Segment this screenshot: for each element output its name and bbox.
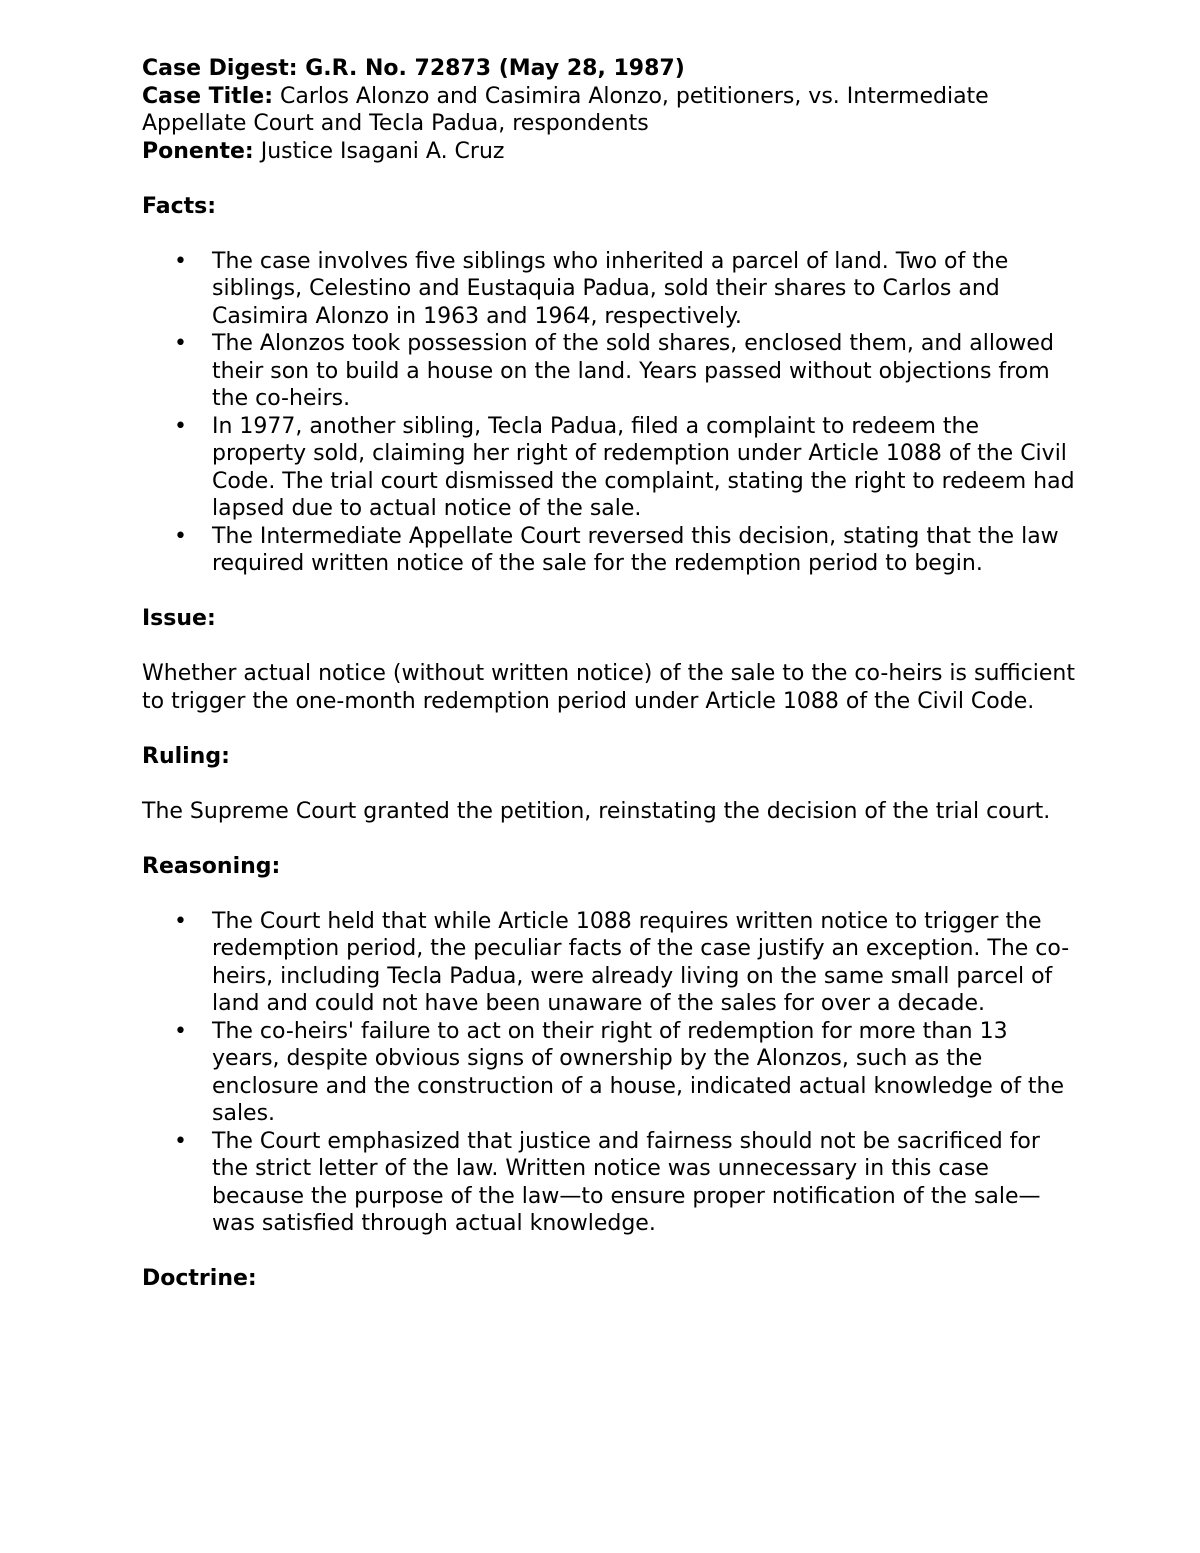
doctrine-heading: Doctrine: <box>142 1266 257 1291</box>
ponente-line <box>142 138 1077 166</box>
ruling-heading: Ruling: <box>142 743 230 769</box>
facts-item-text: In 1977, another sibling, Tecla Padua, filed a complaint to redeem the property sold, claiming her right of redemption under Article 1088 of the Civil Code. The trial court dismissed the complaint, stating the right to redeem had lapsed due to actual notice of the sale. <box>212 413 1075 521</box>
bullet-icon: • <box>174 248 187 274</box>
spacer <box>142 880 1077 908</box>
ruling-text: The Supreme Court granted the petition, reinstating the decision of the trial court. <box>142 798 1051 824</box>
reasoning-item-text: The co-heirs' failure to act on their right of redemption for more than 13 years, despite obvious signs of ownership by the Alonzos, such as the enclosure and the construction of a house, indicated actual knowledge of the sales. <box>212 1018 1065 1126</box>
bullet-icon: • <box>174 413 187 439</box>
facts-item-text: The Alonzos took possession of the sold shares, enclosed them, and allowed their son to build a house on the land. Years passed without objections from the co-heirs. <box>212 331 1054 411</box>
spacer <box>142 165 1077 193</box>
reasoning-item-text: The Court held that while Article 1088 requires written notice to trigger the redemption period, the peculiar facts of the case justify an exception. The co-heirs, including Tecla Padua, were already living on the same small parcel of land and could not have been unaware of the sales for over a decade. <box>212 908 1070 1016</box>
list-item <box>142 523 1077 578</box>
list-item <box>142 413 1077 523</box>
facts-item-text: The Intermediate Appellate Court reversed this decision, stating that the law required written notice of the sale for the redemption period to begin. <box>212 523 1059 576</box>
spacer <box>142 578 1077 606</box>
ponente-value: Justice Isagani A. Cruz <box>260 138 505 164</box>
bullet-icon: • <box>174 523 187 549</box>
spacer <box>142 1238 1077 1266</box>
case-digest-line: Case Digest: G.R. No. 72873 (May 28, 1987) <box>142 56 685 81</box>
case-title-label: Case Title: <box>142 83 273 109</box>
list-item <box>142 908 1077 1018</box>
bullet-icon: • <box>174 1128 187 1154</box>
issue-heading: Issue: <box>142 606 216 631</box>
facts-item-text: The case involves five siblings who inherited a parcel of land. Two of the siblings, Celestino and Eustaquia Padua, sold their shares to Carlos and Casimira Alonzo in 1963 and 1964, respectively. <box>212 248 1009 329</box>
list-item <box>142 1018 1077 1128</box>
list-item <box>142 1128 1077 1238</box>
spacer <box>142 633 1077 661</box>
spacer <box>142 825 1077 853</box>
issue-text: Whether actual notice (without written notice) of the sale to the co-heirs is sufficient to trigger the one-month redemption period under Article 1088 of the Civil Code. <box>142 661 1075 714</box>
document-page <box>142 55 1077 1293</box>
list-item <box>142 248 1077 331</box>
list-item <box>142 330 1077 413</box>
facts-list <box>142 248 1077 578</box>
spacer <box>142 220 1077 248</box>
spacer <box>142 715 1077 743</box>
ponente-label: Ponente: <box>142 138 254 164</box>
case-title-line <box>142 83 1077 138</box>
bullet-icon: • <box>174 1018 187 1044</box>
spacer <box>142 770 1077 798</box>
reasoning-list <box>142 908 1077 1238</box>
reasoning-heading: Reasoning: <box>142 853 281 879</box>
bullet-icon: • <box>174 908 187 934</box>
reasoning-item-text: The Court emphasized that justice and fairness should not be sacrificed for the strict letter of the law. Written notice was unnecessary in this case because the purpose of the law—to ensure proper notification of the sale—was satisfied through actual knowledge. <box>212 1128 1041 1236</box>
facts-heading: Facts: <box>142 193 217 219</box>
bullet-icon: • <box>174 331 187 356</box>
case-title-value: Carlos Alonzo and Casimira Alonzo, petitioners, vs. Intermediate Appellate Court and Tecla Padua, respondents <box>142 83 989 136</box>
